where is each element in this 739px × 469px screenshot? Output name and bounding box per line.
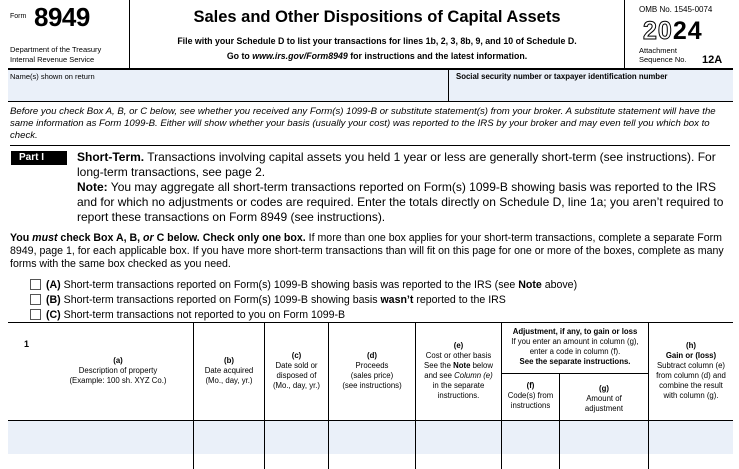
dept-line-2: Internal Revenue Service [10,55,95,64]
attachment-line-1: Attachment [639,46,677,55]
omb-block [624,0,733,68]
adj-line2: enter a code in column (f). [529,347,621,356]
year-suffix: 24 [672,17,703,45]
col-e-line2-pre: See the [424,361,454,370]
note-label: Note: [77,180,108,194]
check-box-instructions [10,232,725,271]
checkbox-a-bold: Note [518,279,542,291]
col-h-line1: Subtract column (e) [656,361,726,370]
name-label: Name(s) shown on return [10,72,95,81]
col-a-line1: Description of property [78,366,158,375]
col-divider-c [264,323,265,469]
checkbox-row-b [30,293,506,307]
checkbox-a[interactable] [30,279,41,290]
part-note [77,180,727,225]
col-e-line3-italic: Column (e) [454,371,493,380]
col-e-line2-post: below [470,361,493,370]
form-title: Sales and Other Dispositions of Capital Assets [193,8,561,26]
form-subtitle-1: File with your Schedule D to list your transactions for lines 1b, 2, 3, 8b, 9, and 10 of Schedule D. [177,36,577,46]
col-divider-b [193,323,194,469]
col-e-letter: (e) [453,341,464,350]
checkbox-row-a [30,278,577,292]
checkbox-a-text-pre: Short-term transactions reported on Form(s) 1099-B showing basis was reported to the IRS (see [60,279,519,291]
must-pre: You [10,232,33,244]
col-f-header [502,381,559,411]
col-d-letter: (d) [367,351,377,360]
checkbox-b-text-post: reported to the IRS [413,294,506,306]
checkbox-c-text-pre: Short-term transactions not reported to you on Form 1099-B [60,309,346,321]
col-b-letter: (b) [224,356,234,365]
col-h-letter: (h) [686,341,696,350]
col-e-header [416,341,501,401]
col-e-line5: instructions. [437,391,480,400]
col-h-line3: combine the result [659,381,723,390]
col-c-letter: (c) [291,351,302,360]
instructions-before-text: Before you check Box A, B, or C below, see whether you received any Form(s) 1099-B or substitute statement(s) from your broker. A substitute statement will have the same information as Form 1099-B. Either will show whether your basis (usually your cost) was reported to the IRS by your broker and may even tell you which box to check. [10,106,730,146]
subtitle-2-post: for instructions and the latest information. [347,51,528,61]
col-h-line4: with column (g). [663,391,719,400]
or-word: or [143,232,154,244]
omb-number: OMB No. 1545-0074 [639,5,713,14]
checkbox-c-letter: (C) [46,309,61,321]
note-text: You may aggregate all short-term transactions reported on Form(s) 1099-B showing basis was reported to the IRS and for which no adjustments or codes are required. Enter the totals directly on Schedule D, line 1a; you aren’t required to report these transactions on Form 8949 (see instructions). [77,180,724,224]
col-e-line1: Cost or other basis [425,351,492,360]
col-e-line4: in the separate [432,381,485,390]
row-divider [8,420,733,421]
col-g-line2: adjustment [584,404,624,413]
name-input-field[interactable] [8,70,733,102]
year-prefix: 20 [643,17,673,45]
must-rest: If more than one box applies for your short-term transactions, complete a separate Form 8949, page 1, for each applicable box. If you have more short-term transactions than will fit on this page for one or more of the boxes, complete as many forms with the same box checked as you need. [10,232,724,270]
adj-divider [501,373,648,374]
adjustment-header [502,327,648,367]
col-d-line1: Proceeds [355,361,389,370]
form-label: Form [10,13,27,20]
col-g-header [560,384,648,414]
table-row[interactable] [8,420,733,454]
subtitle-2-pre: Go to [226,51,253,61]
col-c-line3: (Mo., day, yr.) [272,381,321,390]
form-subtitle-2 [130,51,624,61]
sequence-number: 12A [702,54,723,66]
adj-title: Adjustment, if any, to gain or loss [512,327,638,336]
irs-url-link[interactable]: www.irs.gov/Form8949 [252,51,348,61]
col-a-line2: (Example: 100 sh. XYZ Co.) [69,376,167,385]
col-h-title: Gain or (loss) [665,351,717,360]
form-header [8,0,733,70]
checkbox-b-bold: wasn’t [380,294,414,306]
col-a-header [48,356,188,386]
part-intro [77,150,727,180]
col-f-line2: instructions [510,401,551,410]
col-f-letter: (f) [526,381,535,390]
tax-year [643,17,703,46]
col-f-line1: Code(s) from [507,391,554,400]
col-b-header [194,356,264,386]
col-e-line2 [416,361,501,371]
col-a-letter: (a) [113,356,123,365]
must-mid: check Box A, B, [57,232,144,244]
part-badge: Part I [11,151,67,165]
col-c-header [265,351,328,391]
col-e-line3 [416,371,501,381]
dept-line-1: Department of the Treasury [10,45,102,54]
adj-line1: If you enter an amount in column (g), [511,337,639,346]
col-d-line3: (see instructions) [342,381,402,390]
checkbox-a-text-post: above) [541,279,578,291]
department [10,45,101,65]
part-description [77,150,727,225]
checkbox-b-text-pre: Short-term transactions reported on Form(s) 1099-B showing basis [60,294,381,306]
attachment-label [639,46,687,64]
col-divider-d [328,323,329,469]
col-g-letter: (g) [599,384,609,393]
must-word: must [32,232,58,244]
line-number: 1 [24,339,30,349]
part-heading: Short-Term. [77,150,145,164]
part-text: Transactions involving capital assets you held 1 year or less are generally short-term (see instructions). For long-term transactions, see page 2. [77,150,716,179]
form-number: 8949 [34,2,90,32]
col-e-line2-bold: Note [453,361,471,370]
checkbox-a-letter: (A) [46,279,61,291]
col-c-line1: Date sold or [275,361,318,370]
checkbox-b[interactable] [30,294,41,305]
col-h-line2: from column (d) and [656,371,726,380]
col-c-line2: disposed of [276,371,317,380]
must-bold-end: C below. Check only one box. [153,232,306,244]
attachment-line-2: Sequence No. [639,55,687,64]
ssn-label: Social security number or taxpayer identification number [456,72,668,81]
col-d-line2: (sales price) [350,371,394,380]
col-g-line1: Amount of [586,394,622,403]
col-e-line3-pre: and see [424,371,455,380]
col-d-header [329,351,415,391]
transactions-table [8,322,733,469]
col-b-line1: Date acquired [204,366,254,375]
checkbox-c[interactable] [30,309,41,320]
checkbox-b-letter: (B) [46,294,61,306]
adj-line3: See the separate instructions. [519,357,631,366]
ssn-input-field[interactable] [448,70,733,101]
title-block [130,0,624,68]
checkbox-row-c [30,308,345,322]
col-h-header [649,341,733,401]
form-id-block [8,0,130,68]
col-b-line2: (Mo., day, yr.) [205,376,253,385]
